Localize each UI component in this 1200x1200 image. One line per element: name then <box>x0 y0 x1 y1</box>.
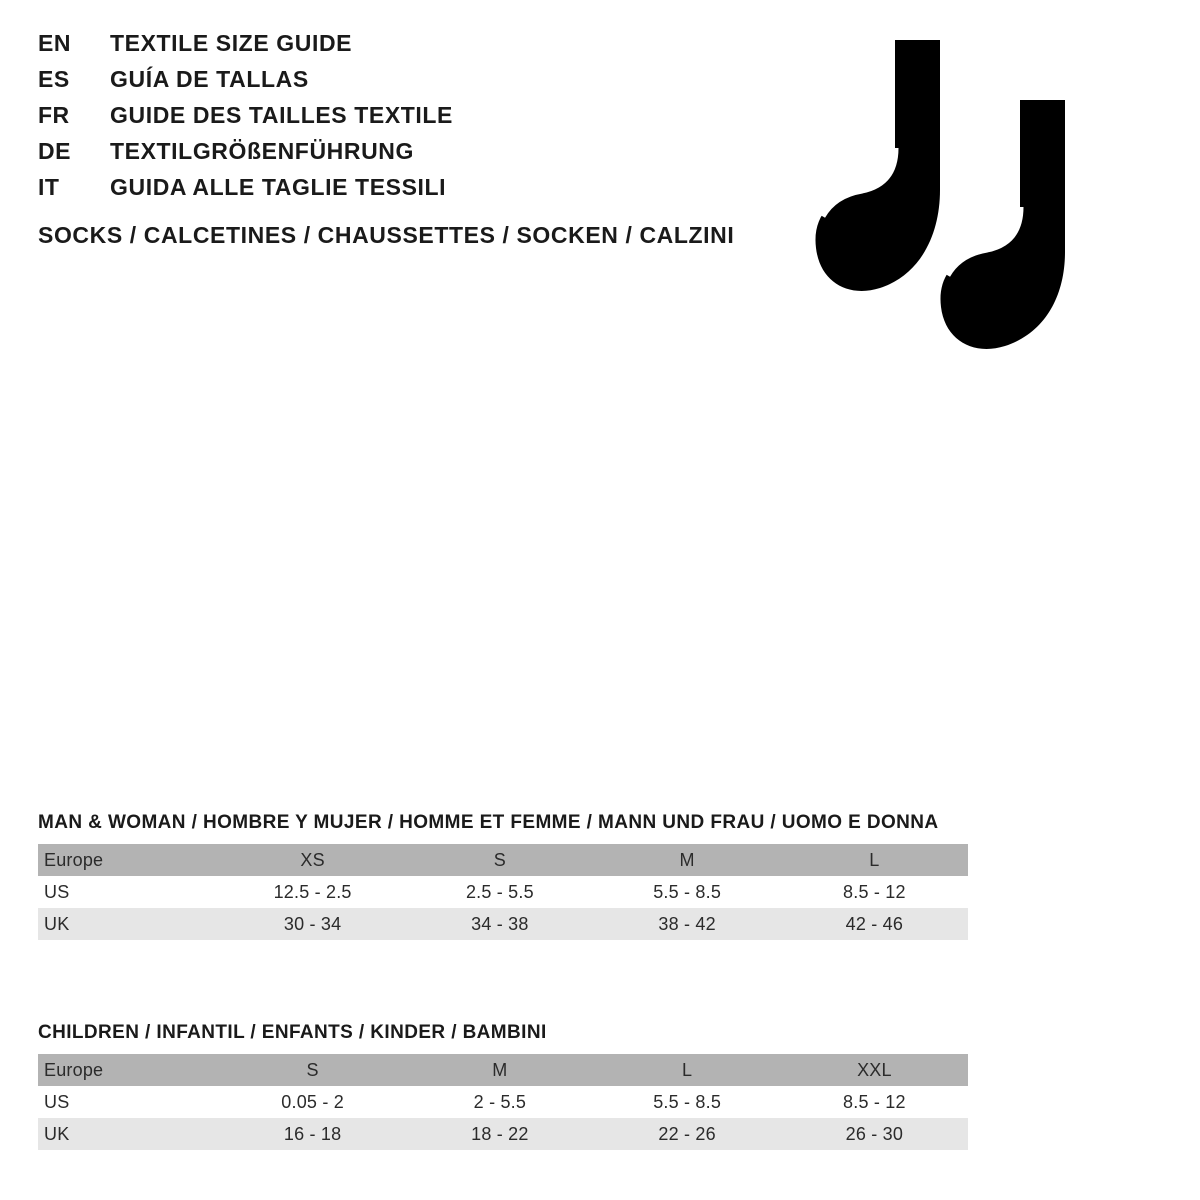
man-woman-size-section <box>38 812 968 940</box>
table-row <box>38 844 968 876</box>
language-text: GUIDA ALLE TAGLIE TESSILI <box>110 174 447 200</box>
language-code: FR <box>38 102 70 128</box>
language-row <box>38 30 453 66</box>
table-cell: 26 - 30 <box>781 1118 968 1150</box>
children-size-section <box>38 1022 968 1150</box>
table-row <box>38 1118 968 1150</box>
table-cell: 30 - 34 <box>219 908 406 940</box>
table-row <box>38 908 968 940</box>
table-cell: XS <box>219 844 406 876</box>
table-cell: 16 - 18 <box>219 1118 406 1150</box>
table-row <box>38 1086 968 1118</box>
language-row <box>38 138 453 174</box>
socks-icon <box>800 30 1150 360</box>
row-label: UK <box>38 908 219 940</box>
language-text: GUIDE DES TAILLES TEXTILE <box>110 102 453 128</box>
table-cell: 8.5 - 12 <box>781 1086 968 1118</box>
table-cell: 18 - 22 <box>406 1118 593 1150</box>
row-label: Europe <box>38 1054 219 1086</box>
table-row <box>38 876 968 908</box>
language-row <box>38 174 453 210</box>
table-cell: XXL <box>781 1054 968 1086</box>
language-row <box>38 66 453 102</box>
table-cell: M <box>594 844 781 876</box>
children-size-table <box>38 1054 968 1150</box>
product-category-title: SOCKS / CALCETINES / CHAUSSETTES / SOCKEN / CALZINI <box>38 222 735 248</box>
language-text: GUÍA DE TALLAS <box>110 66 309 92</box>
table-cell: M <box>406 1054 593 1086</box>
table-title: CHILDREN / INFANTIL / ENFANTS / KINDER / BAMBINI <box>38 1022 547 1043</box>
table-cell: 0.05 - 2 <box>219 1086 406 1118</box>
table-cell: 22 - 26 <box>594 1118 781 1150</box>
table-cell: S <box>219 1054 406 1086</box>
table-title: MAN & WOMAN / HOMBRE Y MUJER / HOMME ET FEMME / MANN UND FRAU / UOMO E DONNA <box>38 812 939 833</box>
table-cell: L <box>781 844 968 876</box>
table-cell: 8.5 - 12 <box>781 876 968 908</box>
table-cell: 2.5 - 5.5 <box>406 876 593 908</box>
language-list <box>38 30 453 210</box>
row-label: US <box>38 876 219 908</box>
table-cell: 5.5 - 8.5 <box>594 876 781 908</box>
table-cell: 34 - 38 <box>406 908 593 940</box>
language-text: TEXTILE SIZE GUIDE <box>110 30 353 56</box>
table-cell: 42 - 46 <box>781 908 968 940</box>
table-cell: 38 - 42 <box>594 908 781 940</box>
row-label: US <box>38 1086 219 1118</box>
language-row <box>38 102 453 138</box>
language-code: DE <box>38 138 71 164</box>
table-cell: 2 - 5.5 <box>406 1086 593 1118</box>
table-row <box>38 1054 968 1086</box>
language-text: TEXTILGRÖßENFÜHRUNG <box>110 138 414 164</box>
table-cell: 12.5 - 2.5 <box>219 876 406 908</box>
man-woman-size-table <box>38 844 968 940</box>
table-cell: S <box>406 844 593 876</box>
table-cell: L <box>594 1054 781 1086</box>
language-code: ES <box>38 66 70 92</box>
table-cell: 5.5 - 8.5 <box>594 1086 781 1118</box>
row-label: UK <box>38 1118 219 1150</box>
language-code: IT <box>38 174 60 200</box>
row-label: Europe <box>38 844 219 876</box>
language-code: EN <box>38 30 71 56</box>
